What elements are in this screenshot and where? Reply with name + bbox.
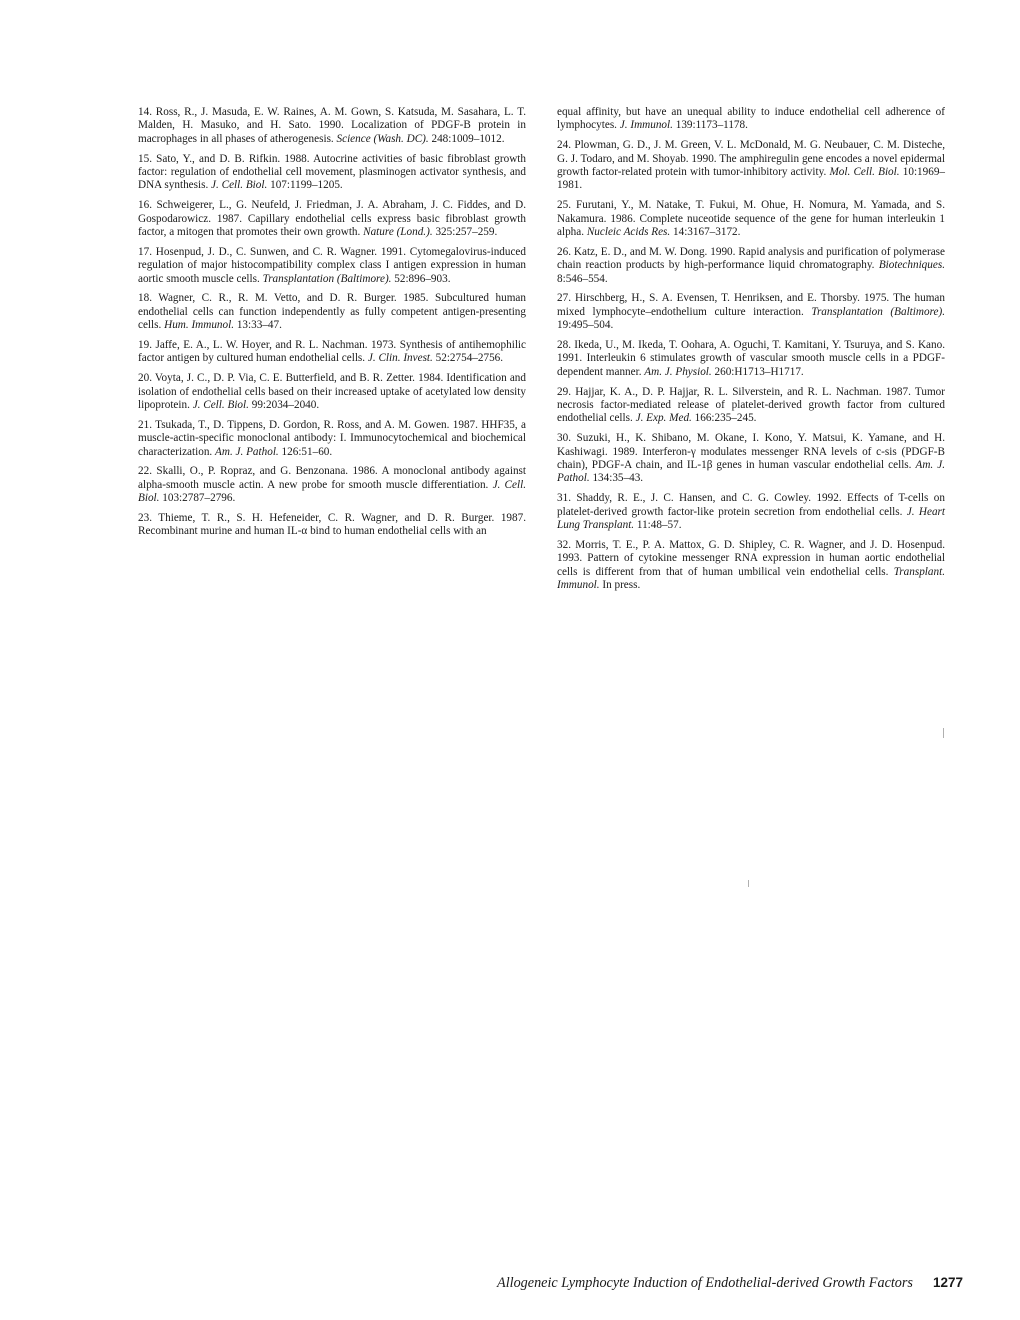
scan-mark [748, 880, 749, 887]
reference-volume-pages: 103:2787–2796. [162, 492, 236, 505]
reference-text: 17. Hosenpud, J. D., C. Sunwen, and C. R. Wagner. 1991. Cytomegalovirus-induced regulation of major histocompatibility complex class I antigen expression in human aortic smooth muscle cells. [138, 245, 526, 285]
reference-entry [138, 339, 526, 366]
reference-journal: Am. J. Pathol. [215, 445, 279, 458]
reference-volume-pages: 134:35–43. [592, 472, 644, 485]
reference-text: 29. Hajjar, K. A., D. P. Hajjar, R. L. Silverstein, and R. L. Nachman. 1987. Tumor necrosis factor-mediated release of platelet-derived growth factor from cultured endothelial cells. [557, 385, 945, 425]
reference-journal: J. Cell. Biol. [192, 399, 249, 412]
reference-journal: Transplantation (Baltimore). [262, 272, 392, 285]
reference-text: 23. Thieme, T. R., S. H. Hefeneider, C. R. Wagner, and D. R. Burger. 1987. Recombinant murine and human IL-α bind to human endothelial cells with an [138, 512, 526, 538]
reference-text: 26. Katz, E. D., and M. W. Dong. 1990. Rapid analysis and purification of polymerase chain reaction products by high-performance liquid chromatography. [557, 245, 945, 272]
reference-entry [557, 292, 945, 332]
reference-volume-pages: In press. [602, 579, 641, 592]
reference-volume-pages: 126:51–60. [281, 445, 333, 458]
right-reference-column [557, 106, 945, 599]
reference-text: 31. Shaddy, R. E., J. C. Hansen, and C. G. Cowley. 1992. Effects of T-cells on platelet-derived growth factor-like protein secretion from endothelial cells. [557, 492, 945, 518]
reference-journal: Am. J. Pathol. [557, 459, 945, 485]
reference-journal: Science (Wash. DC). [336, 132, 429, 145]
reference-text: 22. Skalli, O., P. Ropraz, and G. Benzonana. 1986. A monoclonal antibody against alpha-smooth muscle actin. A new probe for smooth muscle differentiation. [138, 465, 526, 491]
reference-volume-pages: 10:1969–1981. [557, 166, 946, 192]
reference-volume-pages: 13:33–47. [236, 319, 282, 332]
reference-entry [138, 465, 526, 505]
reference-volume-pages: 11:48–57. [636, 519, 682, 532]
reference-volume-pages: 107:1199–1205. [270, 179, 343, 192]
reference-text: 25. Furutani, Y., M. Natake, T. Fukui, M. Ohue, H. Nomura, M. Yamada, and S. Nakamura. 1986. Complete nuceotide sequence of the gene for human interleukin 1 alpha. [557, 199, 945, 239]
running-title: Allogeneic Lymphocyte Induction of Endothelial-derived Growth Factors [497, 1275, 913, 1291]
reference-journal: J. Immunol. [619, 119, 673, 132]
left-reference-column [138, 106, 526, 545]
reference-volume-pages: 166:235–245. [694, 412, 757, 425]
reference-journal: Mol. Cell. Biol. [829, 166, 900, 179]
scan-mark [943, 728, 944, 738]
reference-journal: Biotechniques. [878, 259, 945, 272]
reference-volume-pages: 19:495–504. [557, 319, 614, 332]
reference-journal: Nature (Lond.). [363, 226, 433, 239]
reference-text: 28. Ikeda, U., M. Ikeda, T. Oohara, A. Oguchi, T. Kamitani, Y. Tsuruya, and S. Kano. 1991. Interleukin 6 stimulates growth of vascular smooth muscle cells in a PDGF-dependent manner. [557, 339, 945, 378]
reference-entry [557, 199, 945, 239]
reference-entry [138, 246, 526, 286]
reference-journal: J. Cell. Biol. [211, 179, 268, 192]
reference-text: 19. Jaffe, E. A., L. W. Hoyer, and R. L. Nachman. 1973. Synthesis of antihemophilic factor antigen by cultured human endothelial cells. [138, 339, 526, 365]
reference-text: equal affinity, but have an unequal ability to induce endothelial cell adherence of lymphocytes. [557, 106, 945, 132]
reference-volume-pages: 248:1009–1012. [431, 132, 505, 145]
reference-journal: J. Exp. Med. [635, 412, 692, 425]
reference-entry [138, 292, 526, 332]
reference-entry [557, 106, 945, 133]
reference-text: 30. Suzuki, H., K. Shibano, M. Okane, I. Kono, Y. Matsui, K. Yamane, and H. Kashiwagi. 1989. Interferon-γ modulates messenger RNA levels of c-sis (PDGF-B chain), PDGF-A chain, and IL-1β genes in human vascular endothelial cells. [557, 432, 945, 472]
reference-text: 14. Ross, R., J. Masuda, E. W. Raines, A. M. Gown, S. Katsuda, M. Sasahara, L. T. Malden, H. Masuko, and H. Sato. 1990. Localization of PDGF-B protein in macrophages in all phases of atherogenesis. [138, 106, 526, 145]
reference-entry [557, 492, 945, 532]
page-number: 1277 [932, 1275, 963, 1290]
reference-text: 16. Schweigerer, L., G. Neufeld, J. Friedman, J. A. Abraham, J. C. Fiddes, and D. Gospodarowicz. 1987. Capillary endothelial cells express basic fibroblast growth factor, a mitogen that promotes their own growth. [138, 199, 526, 239]
reference-text: 15. Sato, Y., and D. B. Rifkin. 1988. Autocrine activities of basic fibroblast growth factor: regulation of endothelial cell movement, plasminogen activator synthesis, and DNA synthesis. [138, 152, 526, 192]
reference-entry [557, 246, 945, 286]
reference-volume-pages: 52:2754–2756. [435, 352, 504, 365]
reference-entry [557, 386, 945, 426]
reference-volume-pages: 99:2034–2040. [251, 399, 320, 412]
reference-volume-pages: 52:896–903. [394, 272, 451, 285]
reference-journal: Hum. Immunol. [164, 319, 235, 332]
reference-text: 24. Plowman, G. D., J. M. Green, V. L. McDonald, M. G. Neubauer, C. M. Disteche, G. J. Todaro, and M. Shoyab. 1990. The amphiregulin gene encodes a novel epidermal growth factor-related protein with tumor-inhibitory activity. [557, 139, 945, 179]
reference-entry [138, 512, 526, 539]
reference-volume-pages: 8:546–554. [557, 272, 608, 285]
reference-entry [138, 372, 526, 412]
reference-volume-pages: 14:3167–3172. [673, 226, 741, 239]
reference-text: 18. Wagner, C. R., R. M. Vetto, and D. R. Burger. 1985. Subcultured human endothelial cells can function independently as fully competent antigen-presenting cells. [138, 292, 526, 332]
reference-journal: Transplant. Immunol. [557, 565, 945, 592]
reference-journal: Nucleic Acids Res. [586, 226, 671, 239]
reference-journal: J. Heart Lung Transplant. [557, 505, 945, 532]
reference-text: 32. Morris, T. E., P. A. Mattox, G. D. Shipley, C. R. Wagner, and J. D. Hosenpud. 1993. Pattern of cytokine messenger RNA expression in human aortic endothelial cells is different from that of human umbilical vein endothelial cells. [557, 538, 945, 578]
reference-entry [138, 153, 526, 193]
reference-entry [557, 539, 945, 593]
reference-text: 27. Hirschberg, H., S. A. Evensen, T. Henriksen, and E. Thorsby. 1975. The human mixed lymphocyte–endothelium culture interaction. [557, 292, 945, 318]
reference-journal: J. Cell. Biol. [138, 478, 527, 505]
reference-entry [557, 139, 945, 193]
reference-entry [138, 419, 526, 459]
reference-volume-pages: 260:H1713–H1717. [714, 365, 804, 378]
reference-entry [138, 106, 526, 146]
page-footer [0, 1275, 963, 1292]
reference-entry [138, 199, 526, 239]
reference-journal: Transplantation (Baltimore). [811, 305, 945, 318]
reference-entry [557, 432, 945, 486]
reference-text: 21. Tsukada, T., D. Tippens, D. Gordon, R. Ross, and A. M. Gowen. 1987. HHF35, a muscle-actin-specific monoclonal antibody: I. Immunocytochemical and biochemical characterization. [138, 418, 526, 458]
reference-volume-pages: 325:257–259. [435, 226, 498, 239]
reference-journal: Am. J. Physiol. [644, 365, 712, 378]
reference-journal: J. Clin. Invest. [367, 352, 433, 365]
reference-volume-pages: 139:1173–1178. [675, 119, 748, 132]
reference-entry [557, 339, 945, 379]
reference-text: 20. Voyta, J. C., D. P. Via, C. E. Butterfield, and B. R. Zetter. 1984. Identification and isolation of endothelial cells based on their increased uptake of acetylated low density lipoprotein. [138, 372, 526, 412]
